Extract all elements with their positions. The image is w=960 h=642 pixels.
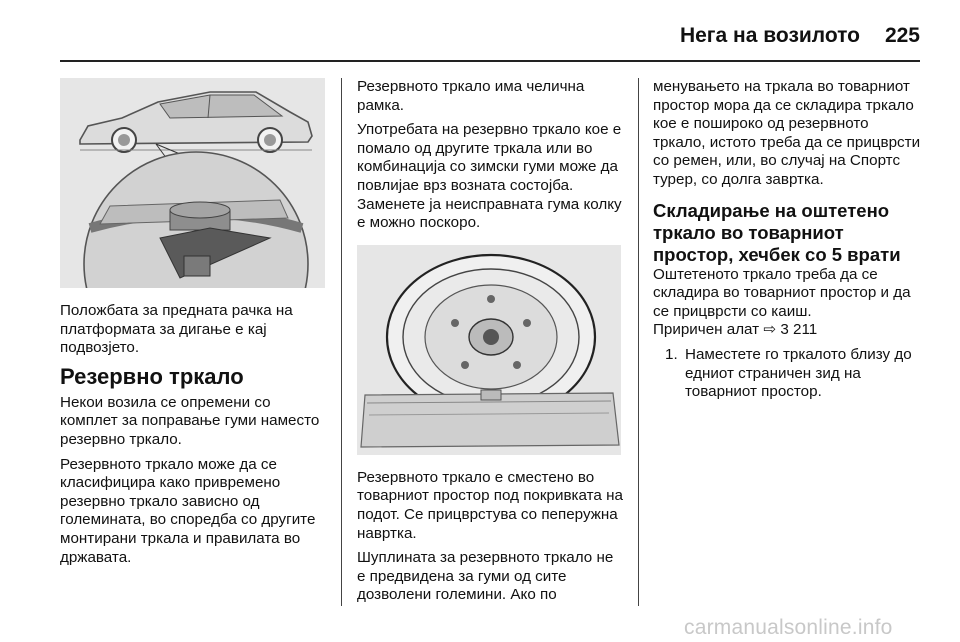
tools-label: Приричен алат bbox=[653, 321, 760, 339]
figure-caption: Положбата за предната рачка на платформата за дигање е кај подвозјето. bbox=[60, 302, 293, 357]
running-header-title: Нега на возилото bbox=[679, 24, 860, 47]
figure-caption: Резервното тркало е сместено во товарниот простор под покривката на подот. Се прицврстува со пеперужна навртка. bbox=[357, 468, 623, 542]
paragraph: Некои возила се опремени со комплет за поправање гуми наместо резервно тркало. bbox=[60, 393, 320, 448]
column-divider-2 bbox=[638, 78, 639, 606]
header-rule bbox=[60, 60, 920, 62]
paragraph: Резервното тркало може да се класифицира како привремено резервно тркало зависно од големината, во споредба со другите монтирани тркала и правилата во државата. bbox=[60, 455, 316, 566]
paragraph: Оштетеното тркало треба да се складира во товарниот простор и да се прицврсти со каиш. bbox=[653, 265, 911, 320]
jack-point-illustration bbox=[60, 78, 325, 288]
column-2 bbox=[357, 78, 623, 611]
watermark: carmanualsonline.info bbox=[684, 616, 893, 639]
column-1 bbox=[60, 78, 325, 573]
column-3 bbox=[653, 78, 921, 402]
section-heading-spare-wheel: Резервно тркало bbox=[60, 363, 244, 389]
tools-line bbox=[653, 321, 921, 340]
arrow-ref-icon: ⇨ bbox=[763, 321, 777, 339]
car-underbody-drawing bbox=[60, 78, 325, 288]
page-number: 225 bbox=[884, 24, 920, 47]
paragraph: Употребата на резервно тркало кое е помало од другите тркала или во комбинација со зимски гуми може да повлијае врз возната состојба. Заменете ја неисправната гума колку е можно поскоро. bbox=[357, 121, 622, 232]
column-divider-1 bbox=[341, 78, 342, 606]
step-number: 1. bbox=[665, 345, 678, 363]
tools-page-ref: 3 211 bbox=[780, 321, 818, 339]
spare-wheel-illustration bbox=[357, 245, 621, 455]
paragraph: Резервното тркало има челична рамка. bbox=[357, 78, 585, 114]
spare-wheel-drawing bbox=[357, 245, 621, 455]
section-heading-damaged-wheel: Складирање на оштетено тркало во товарниот простор, хечбек со 5 врати bbox=[653, 199, 901, 265]
step-text: Наместете го тркалото близу до едниот страничен зид на товарниот простор. bbox=[685, 345, 912, 401]
paragraph: Шуплината за резервното тркало не е предвидена за гуми од сите дозволени големини. Ако по bbox=[357, 549, 614, 604]
paragraph: менувањето на тркала во товарниот простор мора да се складира тркало кое е пошироко од резервното тркало, истото треба да се прицврсти со ремен, или, во случај на Спортс турер, со долга завртка. bbox=[653, 78, 921, 188]
list-item bbox=[665, 346, 921, 402]
